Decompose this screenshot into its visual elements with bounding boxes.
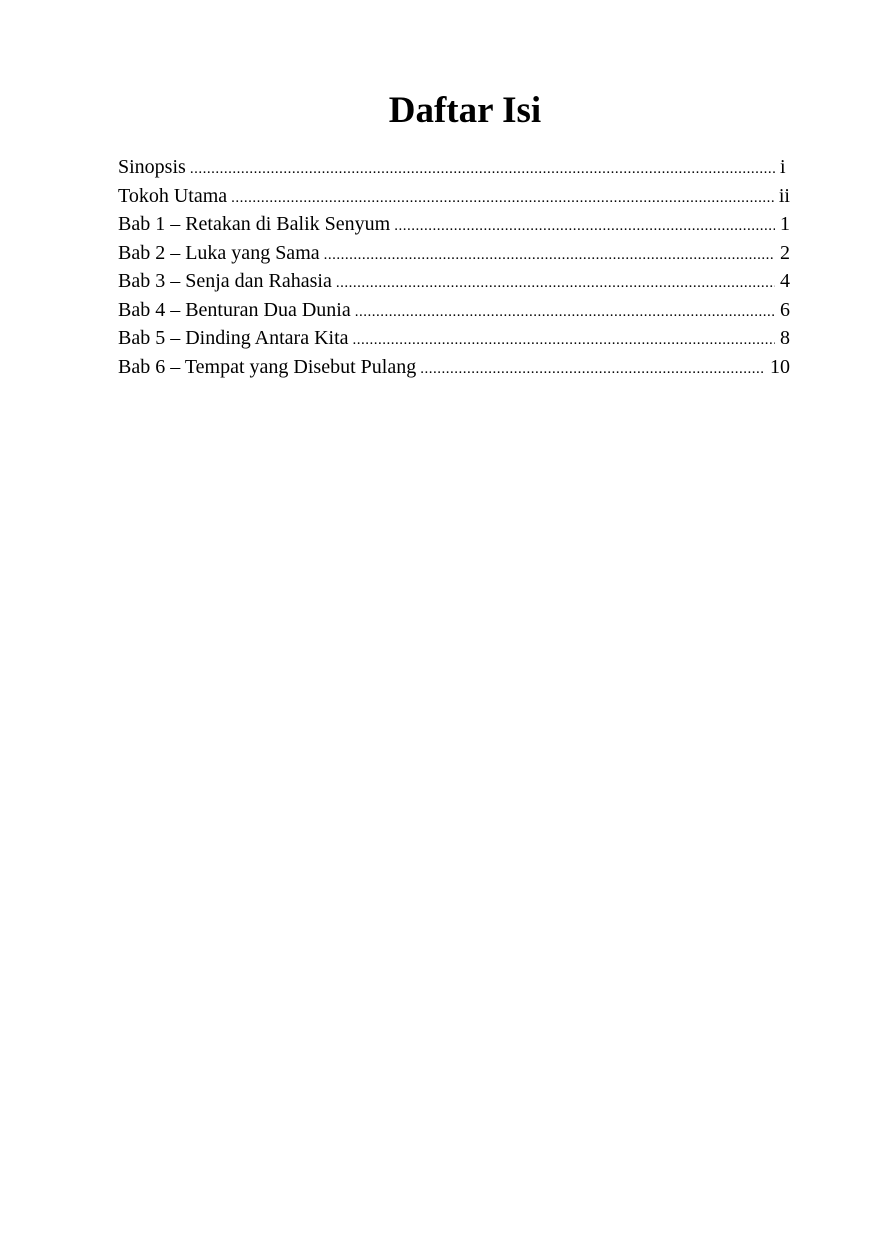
toc-entry-page-number: 4: [780, 270, 790, 292]
toc-entry-page-number: i: [780, 156, 786, 178]
dot-leader: [336, 269, 775, 298]
toc-entry-label: Tokoh Utama: [118, 184, 228, 207]
toc-entry-label: Bab 2 – Luka yang Sama: [118, 241, 320, 264]
dot-leader: [324, 241, 775, 270]
toc-entry-bab-5: [118, 324, 790, 353]
dot-leader: [420, 355, 765, 384]
toc-entry-label: Bab 4 – Benturan Dua Dunia: [118, 298, 351, 321]
toc-entry-page-number: 10: [770, 355, 790, 378]
toc-entry-page-number: 6: [780, 298, 790, 321]
dot-leader: [231, 184, 774, 213]
toc-entry-bab-4: [118, 296, 790, 325]
dot-leader: [353, 326, 775, 355]
dot-leader: [355, 298, 775, 327]
table-of-contents: [118, 153, 790, 381]
toc-entry-page-number: 1: [780, 213, 790, 235]
toc-entry-label: Sinopsis: [118, 156, 186, 178]
dot-leader: [394, 212, 775, 241]
toc-entry-page-number: ii: [778, 184, 790, 207]
toc-entry-bab-2: [118, 239, 790, 268]
page-title: Daftar Isi: [388, 90, 542, 131]
toc-entry-label: Bab 5 – Dinding Antara Kita: [118, 327, 349, 349]
toc-entry-bab-1: [118, 210, 790, 239]
dot-leader: [190, 155, 775, 184]
toc-entry-label: Bab 1 – Retakan di Balik Senyum: [118, 213, 391, 235]
toc-entry-page-number: 2: [780, 241, 790, 264]
toc-entry-tokoh-utama: [118, 182, 790, 211]
toc-entry-label: Bab 6 – Tempat yang Disebut Pulang: [118, 355, 417, 378]
toc-entry-bab-3: [118, 267, 790, 296]
toc-entry-bab-6: [118, 353, 790, 382]
toc-entry-label: Bab 3 – Senja dan Rahasia: [118, 270, 332, 292]
toc-entry-sinopsis: [118, 153, 790, 182]
toc-entry-page-number: 8: [780, 327, 790, 349]
